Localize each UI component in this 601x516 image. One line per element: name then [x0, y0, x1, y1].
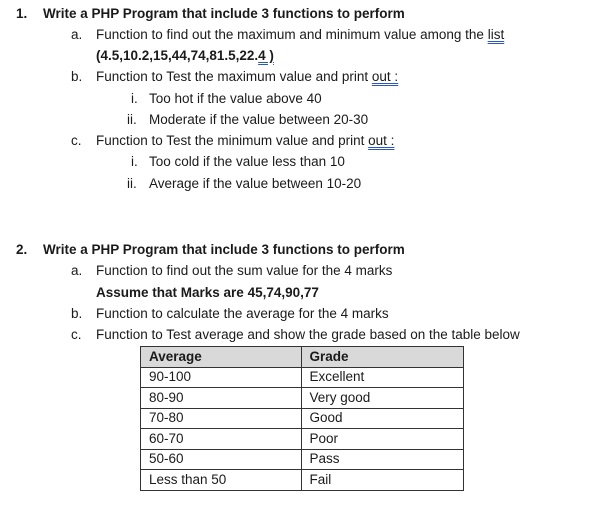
q1-a-text [96, 26, 504, 44]
q1-c-marker: c. [71, 133, 82, 148]
q1-c-text-flagged: out : [368, 133, 395, 148]
q1-a-text-flagged: list [487, 27, 505, 42]
table-cell-average: 70-80 [141, 408, 302, 429]
q1-a-marker: a. [71, 27, 83, 42]
table-cell-grade: Pass [301, 449, 464, 470]
q1-number: 1. [16, 6, 28, 21]
table-row [141, 449, 464, 470]
q1-a-text-main: Function to find out the maximum and minimum value among the [96, 27, 488, 42]
q2-c-text: Function to Test average and show the grade based on the table below [96, 327, 520, 342]
table-row [141, 367, 464, 388]
table-cell-average: 60-70 [141, 429, 302, 450]
table-cell-grade: Poor [301, 429, 464, 450]
table-cell-grade: Good [301, 408, 464, 429]
table-header-average: Average [141, 347, 302, 368]
table-cell-average: 80-90 [141, 388, 302, 409]
q1-b-marker: b. [71, 69, 83, 84]
q1-c-ii-text: Average if the value between 10-20 [149, 176, 362, 191]
q1-a-values-main: (4.5,10.2,15,44,74,81.5,22. [96, 48, 259, 63]
q1-c-i-text: Too cold if the value less than 10 [149, 154, 345, 169]
q1-a-values-flagged: 4 ) [258, 48, 274, 63]
q1-b-text-flagged: out : [371, 69, 399, 84]
table-cell-grade: Excellent [301, 367, 464, 388]
q2-b-marker: b. [71, 306, 83, 321]
table-cell-average: 90-100 [141, 367, 302, 388]
q1-b-ii-text: Moderate if the value between 20-30 [149, 112, 369, 127]
q1-a-values [96, 47, 274, 65]
q1-b-i-marker: i. [131, 91, 138, 106]
table-header-row [141, 347, 464, 368]
q2-a-text: Function to find out the sum value for the 4 marks [96, 263, 393, 278]
q2-number: 2. [16, 242, 28, 257]
table-cell-grade: Fail [301, 470, 464, 491]
table-cell-average: 50-60 [141, 449, 302, 470]
q1-c-ii-marker: ii. [127, 176, 137, 191]
q2-a-assume: Assume that Marks are 45,74,90,77 [96, 285, 319, 300]
q1-c-text [96, 132, 394, 150]
table-row [141, 470, 464, 491]
grade-table [140, 346, 464, 491]
q2-a-marker: a. [71, 263, 83, 278]
table-row [141, 429, 464, 450]
q1-c-i-marker: i. [131, 154, 138, 169]
table-cell-average: Less than 50 [141, 470, 302, 491]
table-header-grade: Grade [301, 347, 464, 368]
table-cell-grade: Very good [301, 388, 464, 409]
table-row [141, 408, 464, 429]
table-row [141, 388, 464, 409]
q1-title: Write a PHP Program that include 3 functions to perform [43, 6, 405, 21]
q1-b-i-text: Too hot if the value above 40 [149, 91, 322, 106]
q2-title: Write a PHP Program that include 3 functions to perform [43, 242, 405, 257]
q2-b-text: Function to calculate the average for the 4 marks [96, 306, 389, 321]
q1-c-text-main: Function to Test the minimum value and print [96, 133, 369, 148]
q2-c-marker: c. [71, 327, 82, 342]
q1-b-text [96, 68, 398, 86]
q1-b-text-main: Function to Test the maximum value and print [96, 69, 372, 84]
q1-b-ii-marker: ii. [127, 112, 137, 127]
